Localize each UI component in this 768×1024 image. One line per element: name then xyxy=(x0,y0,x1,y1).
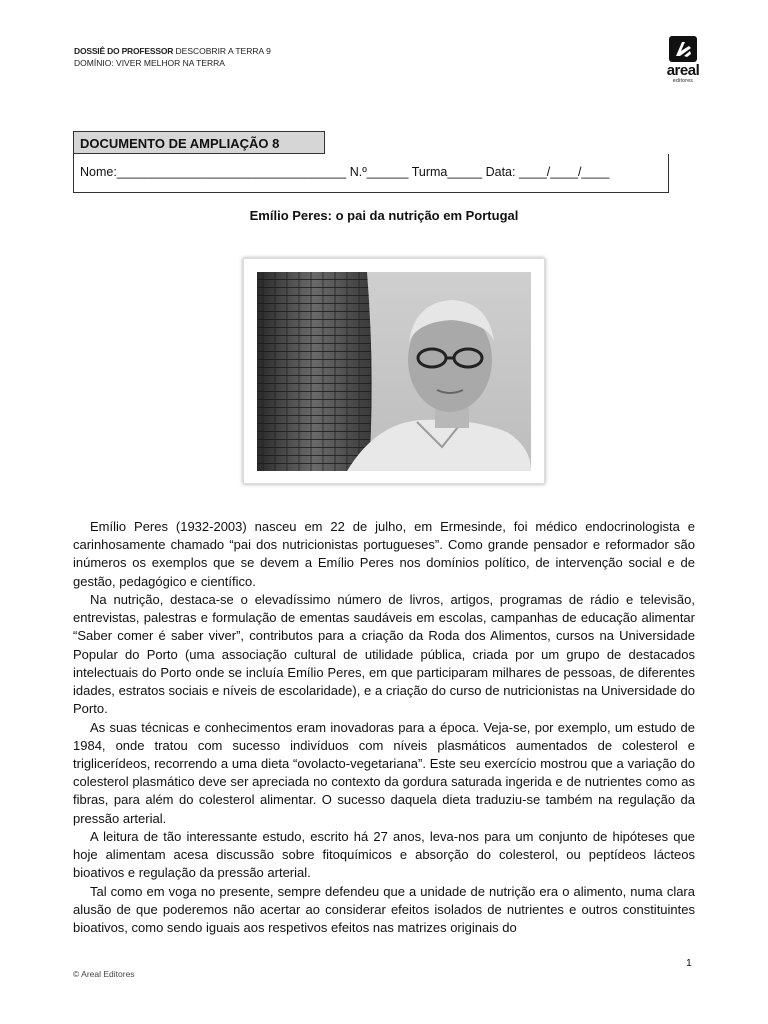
article-title: Emílio Peres: o pai da nutrição em Portugal xyxy=(249,208,519,223)
portrait-photo xyxy=(257,272,531,471)
article-body xyxy=(73,518,695,938)
paragraph-4: A leitura de tão interessante estudo, escrito há 27 anos, leva-nos para um conjunto de hipóteses que hoje alimentam acesa discussão sobre fitoquímicos e absorção do colesterol, ou peptídeos lácteos bioativos e regulação da pressão arterial. xyxy=(73,829,695,881)
dossie-subtitle: DESCOBRIR A TERRA 9 xyxy=(173,46,271,56)
student-info-line: Nome:_________________________________ N.º______ Turma_____ Data: ____/____/____ xyxy=(80,165,610,179)
dominio-label: DOMÍNIO: VIVER MELHOR NA TERRA xyxy=(74,58,225,68)
paragraph-5: Tal como em voga no presente, sempre defendeu que a unidade de nutrição era o alimento, numa clara alusão de que poderemos não acertar ao considerar efeitos isolados de nutrientes e outros constituintes bioativos, como sendo iguais aos respetivos efeitos nas matrizes originais do xyxy=(73,883,695,936)
document-title: DOCUMENTO DE AMPLIAÇÃO 8 xyxy=(73,131,325,154)
logo-word: areal xyxy=(666,62,700,79)
portrait-frame xyxy=(243,258,545,484)
areal-logo-icon xyxy=(669,36,697,62)
paragraph-2: Na nutrição, destaca-se o elevadíssimo número de livros, artigos, programas de rádio e televisão, entrevistas, palestras e formulação de ementas saudáveis em escolas, campanhas de educação alimentar “Saber comer é saber viver”, contributos para a criação da Roda dos Alimentos, cursos na Universidade Popular do Porto (uma associação cultural de utilidade pública, criada por um grupo de destacados intelectuais do Porto onde se incluía Emílio Peres, em que participaram milhares de pessoas, de diferentes idades, estratos sociais e níveis de escolaridade), e a criação do curso de nutricionistas na Universidade do Porto. xyxy=(73,592,695,717)
footer-copyright: © Areal Editores xyxy=(73,969,135,979)
areal-logo xyxy=(660,36,706,88)
page-number: 1 xyxy=(686,957,692,969)
dossie-label: DOSSIÊ DO PROFESSOR xyxy=(74,46,174,56)
header-info xyxy=(74,45,271,69)
paragraph-3: As suas técnicas e conhecimentos eram inovadoras para a época. Veja-se, por exemplo, um estudo de 1984, onde tratou com sucesso indivíduos com níveis plasmáticos aumentados de colesterol e triglicerídeos, recorrendo a uma dieta “ovolacto-vegetariana”. Este seu exercício mostrou que a variação do colesterol plasmático deve ser apreciada no contexto da gordura saturada ingerida e de nutrientes como as fibras, para além do colesterol alimentar. O sucesso daquela dieta traduziu-se também na regulação da pressão arterial. xyxy=(73,719,695,826)
paragraph-1: Emílio Peres (1932-2003) nasceu em 22 de julho, em Ermesinde, foi médico endocrinologista e carinhosamente chamado “pai dos nutricionistas portugueses”. Como grande pensador e reformador são inúmeros os exemplos que se devem a Emílio Peres nos domínios político, de intervenção social e de gestão, pedagógico e científico. xyxy=(73,519,695,589)
logo-subword: editores xyxy=(672,78,694,84)
